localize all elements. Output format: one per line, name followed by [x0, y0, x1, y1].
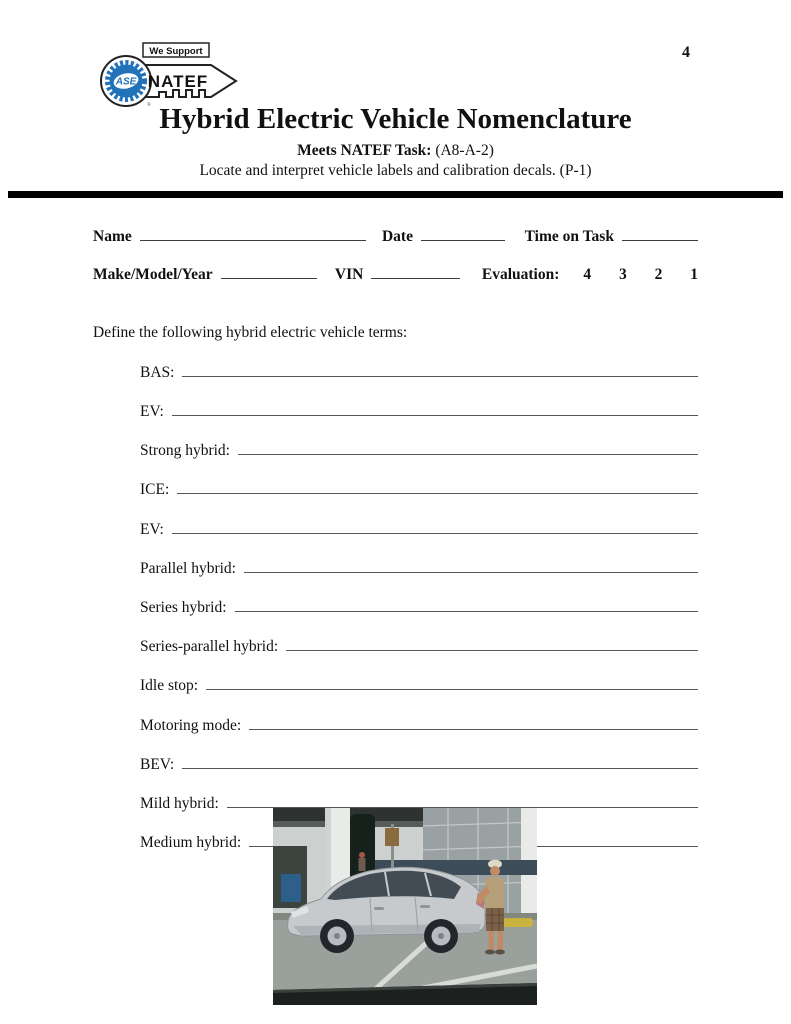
definition-row [140, 675, 698, 696]
evaluation-score-3: 3 [619, 266, 627, 284]
term-label: EV: [140, 520, 164, 538]
form-row-name-date-time [93, 225, 698, 246]
definition-row [140, 361, 698, 382]
natef-task-line [0, 142, 791, 160]
answer-blank-line [182, 753, 698, 769]
leg-right [498, 931, 504, 950]
head [490, 866, 500, 876]
answer-blank-line [244, 557, 698, 573]
term-label: EV: [140, 402, 164, 420]
definition-row [140, 753, 698, 774]
time-on-task-label: Time on Task [524, 227, 614, 245]
answer-blank-line [235, 596, 698, 612]
background-person-body [359, 858, 366, 871]
header-divider-rule [8, 191, 783, 198]
name-label: Name [93, 227, 132, 245]
answer-blank-line [182, 361, 698, 377]
answer-blank-line [172, 400, 698, 416]
definition-row [140, 439, 698, 460]
natef-logo [99, 40, 241, 110]
answer-blank-line [206, 675, 698, 691]
make-model-year-blank-line [221, 264, 317, 280]
background-person-head [359, 852, 365, 858]
answer-blank-line [238, 439, 698, 455]
plaid-shorts [486, 908, 504, 931]
definition-row [140, 635, 698, 656]
term-label: Strong hybrid: [140, 442, 230, 460]
vin-blank-line [371, 264, 460, 280]
term-label: ICE: [140, 481, 170, 499]
evaluation-score-1: 1 [690, 266, 698, 284]
vehicle-photo [273, 808, 537, 1005]
evaluation-score-2: 2 [654, 266, 663, 284]
task-label: Meets NATEF Task: [297, 142, 432, 159]
make-model-year-label: Make/Model/Year [93, 266, 213, 284]
shoe-right [495, 950, 505, 955]
yellow-curb [503, 918, 533, 927]
sign-board [385, 828, 399, 846]
front-wheel [320, 919, 354, 953]
term-label: BAS: [140, 363, 175, 381]
answer-blank-line [227, 792, 698, 808]
leg-left [489, 931, 495, 950]
term-label: Idle stop: [140, 677, 199, 695]
time-on-task-blank-line [622, 225, 698, 241]
door-handle-rear [420, 905, 430, 908]
page-number: 4 [682, 44, 690, 61]
definitions-instruction: Define the following hybrid electric vehicle terms: [93, 324, 408, 342]
evaluation-label: Evaluation: [481, 266, 560, 284]
term-label: BEV: [140, 755, 175, 773]
task-code: (A8-A-2) [435, 142, 494, 159]
term-label: Mild hybrid: [140, 795, 219, 813]
definition-row [140, 518, 698, 539]
definition-list [140, 361, 698, 852]
rear-wheel [424, 919, 458, 953]
term-label: Series-parallel hybrid: [140, 638, 279, 656]
definition-row [140, 596, 698, 617]
answer-blank-line [172, 518, 698, 534]
logo-main-text: NATEF [147, 72, 209, 91]
task-description: Locate and interpret vehicle labels and calibration decals. (P-1) [199, 162, 592, 179]
evaluation-scores [559, 266, 698, 284]
page-title: Hybrid Electric Vehicle Nomenclature [159, 103, 632, 135]
answer-blank-line [249, 714, 698, 730]
door-handle-front [374, 907, 384, 910]
term-label: Series hybrid: [140, 598, 227, 616]
name-blank-line [140, 225, 366, 241]
registered-mark: ® [147, 103, 151, 108]
answer-blank-line [286, 635, 698, 651]
date-blank-line [421, 225, 505, 241]
term-label: Medium hybrid: [140, 834, 242, 852]
evaluation-score-4: 4 [583, 266, 592, 284]
definition-row [140, 714, 698, 735]
vin-label: VIN [334, 266, 364, 284]
definition-row [140, 400, 698, 421]
answer-blank-line [177, 479, 698, 495]
recycle-bin [281, 874, 301, 902]
ase-emblem-text: ASE [115, 76, 137, 88]
form-header [93, 225, 698, 284]
date-label: Date [381, 227, 413, 245]
logo-top-text: We Support [149, 46, 203, 57]
term-label: Parallel hybrid: [140, 559, 236, 577]
form-row-make-vin-eval [93, 264, 698, 285]
prius-photo-graphic [273, 808, 537, 1005]
shoe-left [485, 950, 495, 955]
term-label: Motoring mode: [140, 716, 242, 734]
definition-row [140, 557, 698, 578]
definition-row [140, 479, 698, 500]
natef-key-logo-graphic [99, 40, 241, 110]
